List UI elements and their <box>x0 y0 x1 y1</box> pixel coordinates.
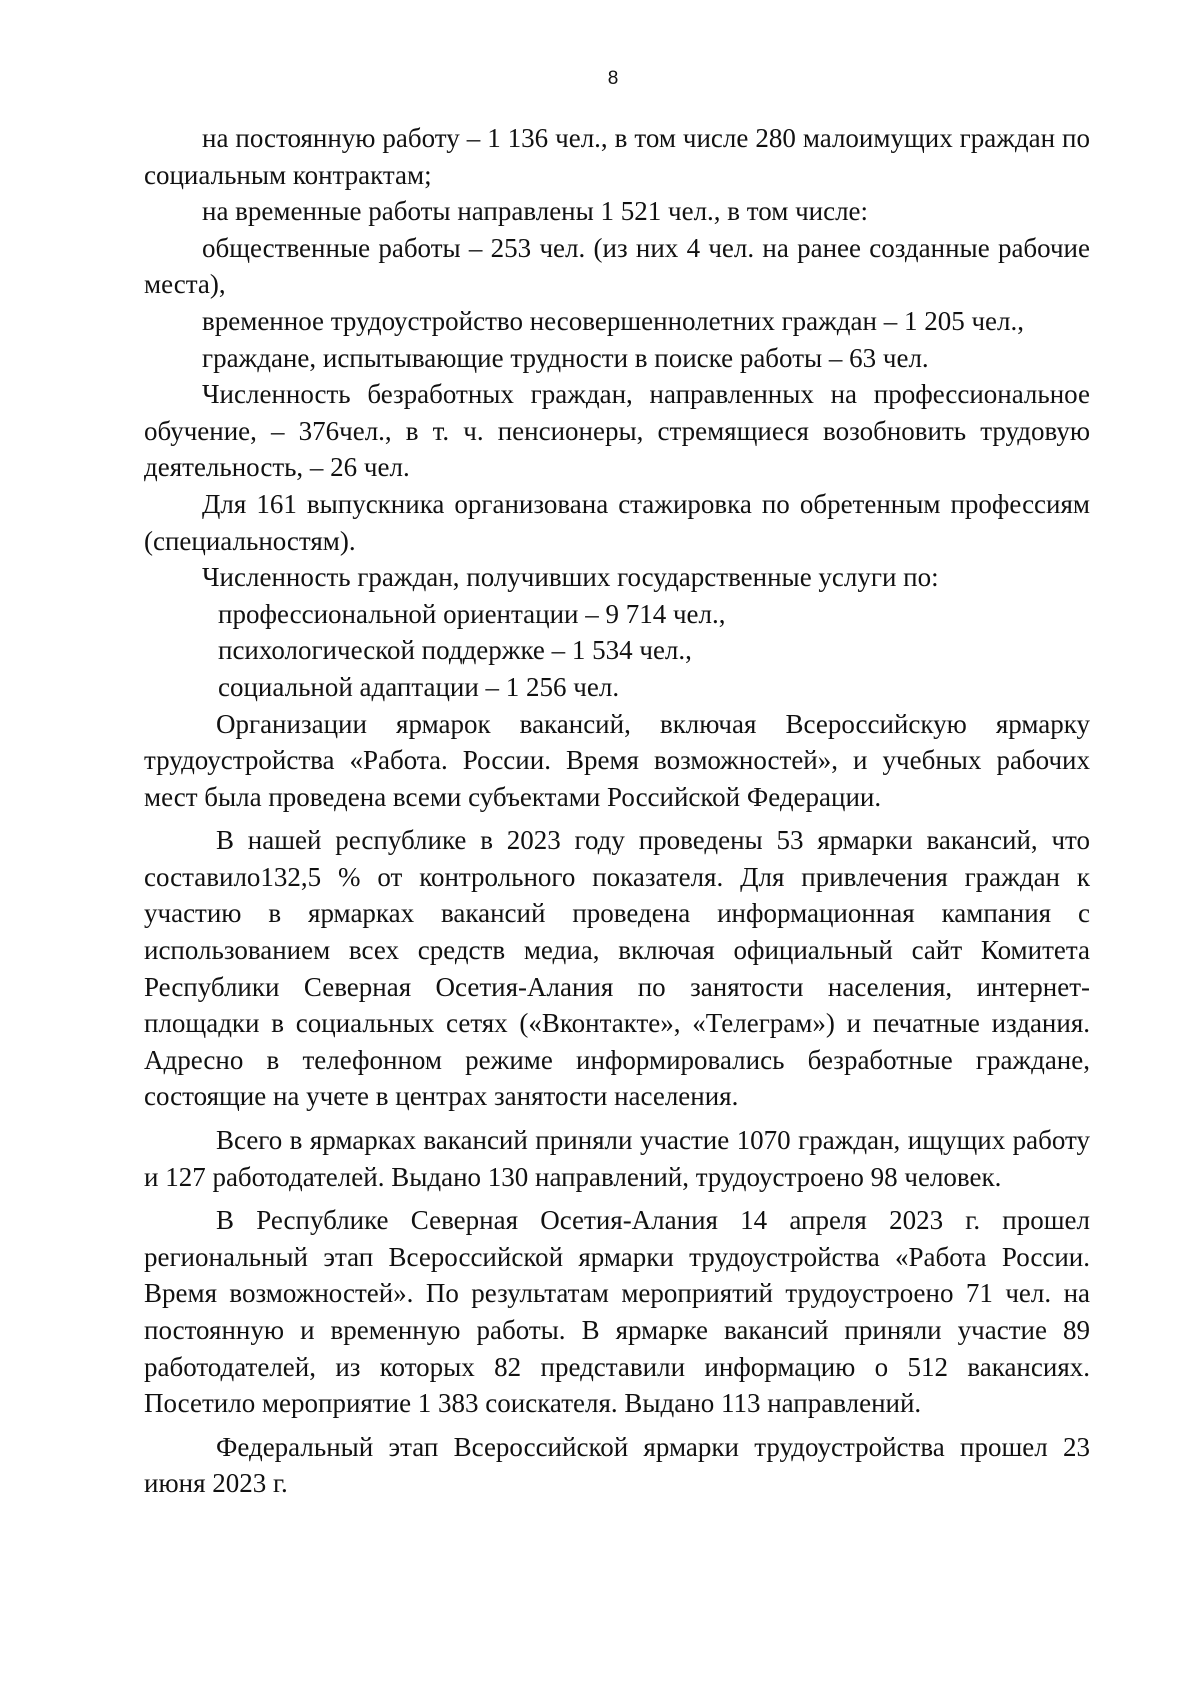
paragraph-temporary-work: на временные работы направлены 1 521 чел., в том числе: <box>202 196 869 227</box>
document-body <box>144 120 1090 1502</box>
paragraph-psychological-support: психологической поддержке – 1 534 чел., <box>218 635 692 666</box>
paragraph-republic-job-fairs: В нашей республике в 2023 году проведены 53 ярмарки вакансий, что составило132,5 % от контрольного показателя. Для привлечения граждан к участию в ярмарках вакансий проведена информационная кампания с использованием всех средств медиа, включая официальный сайт Комитета Республики Северная Осетия-Алания по занятости населения, интернет-площадки в социальных сетях («Вконтакте», «Телеграм») и печатные издания. Адресно в телефонном режиме информировались безработные граждане, состоящие на учете в центрах занятости населения. <box>144 825 1090 1112</box>
page-number: 8 <box>607 68 619 89</box>
paragraph-job-fairs-participants: Всего в ярмарках вакансий приняли участие 1070 граждан, ищущих работу и 127 работодателей. Выдано 130 направлений, трудоустроено 98 человек. <box>144 1125 1090 1192</box>
paragraph-minors-employment: временное трудоустройство несовершеннолетних граждан – 1 205 чел., <box>202 305 1025 336</box>
paragraph-regional-stage: В Республике Северная Осетия-Алания 14 апреля 2023 г. прошел региональный этап Всероссийской ярмарки трудоустройства «Работа России. Время возможностей». По результатам мероприятий трудоустроено 71 чел. на постоянную и временную работы. В ярмарке вакансий приняли участие 89 работодателей, из которых 82 представили информацию о 512 вакансиях. Посетило мероприятие 1 383 соискателя. Выдано 113 направлений. <box>144 1205 1090 1419</box>
paragraph-permanent-work: на постоянную работу – 1 136 чел., в том числе 280 малоимущих граждан по социальным контрактам; <box>144 123 1090 190</box>
paragraph-graduates-internship: Для 161 выпускника организована стажировка по обретенным профессиям (специальностям). <box>144 488 1090 556</box>
paragraph-public-works: общественные работы – 253 чел. (из них 4 чел. на ранее созданные рабочие места), <box>144 232 1090 300</box>
paragraph-job-fairs-organization: Организации ярмарок вакансий, включая Всероссийскую ярмарку трудоустройства «Работа. России. Время возможностей», и учебных рабочих мест была проведена всеми субъектами Российской Федерации. <box>144 708 1090 812</box>
paragraph-social-adaptation: социальной адаптации – 1 256 чел. <box>218 671 620 702</box>
paragraph-vocational-training: Численность безработных граждан, направленных на профессиональное обучение, – 376чел., в т. ч. пенсионеры, стремящиеся возобновить трудовую деятельность, – 26 чел. <box>144 379 1090 483</box>
paragraph-federal-stage: Федеральный этап Всероссийской ярмарки трудоустройства прошел 23 июня 2023 г. <box>144 1431 1090 1499</box>
paragraph-career-guidance: профессиональной ориентации – 9 714 чел., <box>218 598 726 629</box>
paragraph-job-search-difficulties: граждане, испытывающие трудности в поиске работы – 63 чел. <box>202 342 929 373</box>
paragraph-state-services: Численность граждан, получивших государственные услуги по: <box>202 562 939 593</box>
